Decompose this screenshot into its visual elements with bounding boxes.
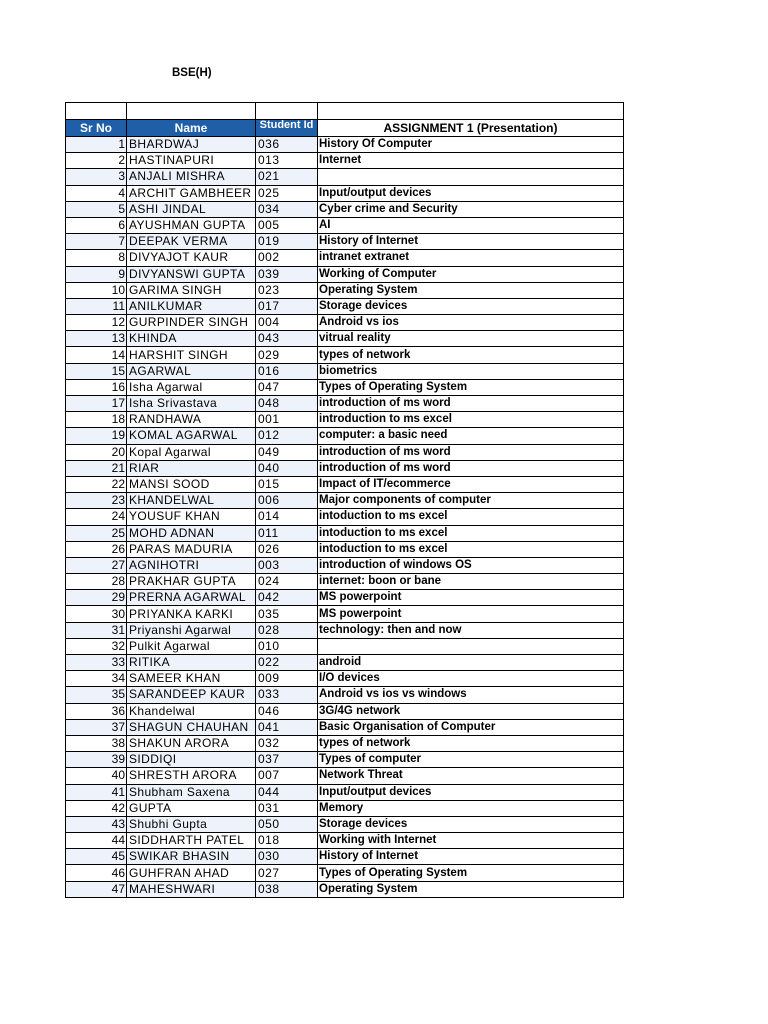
row-student-id[interactable]: 023 bbox=[256, 282, 318, 298]
row-name[interactable]: Pulkit Agarwal bbox=[127, 638, 256, 654]
row-student-id[interactable]: 047 bbox=[256, 379, 318, 395]
row-sr-no[interactable]: 41 bbox=[66, 784, 127, 800]
row-student-id[interactable]: 002 bbox=[256, 250, 318, 266]
row-name[interactable]: Isha Srivastava bbox=[127, 396, 256, 412]
row-sr-no[interactable]: 39 bbox=[66, 752, 127, 768]
row-assignment-topic[interactable]: Storage devices bbox=[318, 298, 624, 314]
row-student-id[interactable]: 011 bbox=[256, 525, 318, 541]
row-assignment-topic[interactable]: android bbox=[318, 655, 624, 671]
row-name[interactable]: HASTINAPURI bbox=[127, 153, 256, 169]
row-name[interactable]: DEEPAK VERMA bbox=[127, 234, 256, 250]
table-row bbox=[66, 768, 624, 784]
table-row bbox=[66, 703, 624, 719]
row-student-id[interactable]: 040 bbox=[256, 460, 318, 476]
row-sr-no[interactable]: 44 bbox=[66, 833, 127, 849]
row-name[interactable]: PRERNA AGARWAL bbox=[127, 590, 256, 606]
row-assignment-topic[interactable]: Android vs ios bbox=[318, 315, 624, 331]
blank-cell[interactable] bbox=[127, 103, 256, 120]
row-name[interactable]: PRIYANKA KARKI bbox=[127, 606, 256, 622]
row-assignment-topic[interactable]: MS powerpoint bbox=[318, 590, 624, 606]
row-assignment-topic[interactable]: AI bbox=[318, 217, 624, 233]
table-row bbox=[66, 363, 624, 379]
row-assignment-topic[interactable]: Major components of computer bbox=[318, 493, 624, 509]
row-student-id[interactable]: 038 bbox=[256, 881, 318, 897]
row-sr-no[interactable]: 25 bbox=[66, 525, 127, 541]
row-name[interactable]: AGARWAL bbox=[127, 363, 256, 379]
table-row bbox=[66, 282, 624, 298]
row-name[interactable]: KHANDELWAL bbox=[127, 493, 256, 509]
row-name[interactable]: RITIKA bbox=[127, 655, 256, 671]
row-sr-no[interactable]: 15 bbox=[66, 363, 127, 379]
row-assignment-topic[interactable]: 3G/4G network bbox=[318, 703, 624, 719]
row-sr-no[interactable]: 10 bbox=[66, 282, 127, 298]
table-row bbox=[66, 428, 624, 444]
row-name[interactable]: AGNIHOTRI bbox=[127, 557, 256, 573]
row-name[interactable]: DIVYAJOT KAUR bbox=[127, 250, 256, 266]
table-row bbox=[66, 833, 624, 849]
header-name[interactable]: Name bbox=[127, 120, 256, 137]
row-student-id[interactable]: 032 bbox=[256, 735, 318, 751]
row-sr-no[interactable]: 4 bbox=[66, 185, 127, 201]
row-student-id[interactable]: 009 bbox=[256, 671, 318, 687]
row-student-id[interactable]: 019 bbox=[256, 234, 318, 250]
row-student-id[interactable]: 043 bbox=[256, 331, 318, 347]
header-sr-no[interactable]: Sr No bbox=[66, 120, 127, 137]
row-sr-no[interactable]: 24 bbox=[66, 509, 127, 525]
table-row bbox=[66, 234, 624, 250]
table-row bbox=[66, 315, 624, 331]
row-student-id[interactable]: 031 bbox=[256, 800, 318, 816]
row-sr-no[interactable]: 13 bbox=[66, 331, 127, 347]
table-row bbox=[66, 816, 624, 832]
table-row bbox=[66, 671, 624, 687]
row-student-id[interactable]: 024 bbox=[256, 574, 318, 590]
row-sr-no[interactable]: 12 bbox=[66, 315, 127, 331]
row-name[interactable]: GUPTA bbox=[127, 800, 256, 816]
row-sr-no[interactable]: 1 bbox=[66, 137, 127, 153]
table-row bbox=[66, 509, 624, 525]
row-sr-no[interactable]: 34 bbox=[66, 671, 127, 687]
row-name[interactable]: MOHD ADNAN bbox=[127, 525, 256, 541]
row-assignment-topic[interactable]: technology: then and now bbox=[318, 622, 624, 638]
row-student-id[interactable]: 050 bbox=[256, 816, 318, 832]
row-assignment-topic[interactable]: Memory bbox=[318, 800, 624, 816]
row-name[interactable]: DIVYANSWI GUPTA bbox=[127, 266, 256, 282]
row-sr-no[interactable]: 33 bbox=[66, 655, 127, 671]
row-student-id[interactable]: 013 bbox=[256, 153, 318, 169]
student-assignment-table bbox=[65, 102, 624, 898]
row-assignment-topic[interactable]: vitrual reality bbox=[318, 331, 624, 347]
row-name[interactable]: KOMAL AGARWAL bbox=[127, 428, 256, 444]
row-name[interactable]: ANJALI MISHRA bbox=[127, 169, 256, 185]
row-student-id[interactable]: 003 bbox=[256, 557, 318, 573]
header-student-id[interactable]: Student Id bbox=[256, 120, 318, 137]
row-student-id[interactable]: 049 bbox=[256, 444, 318, 460]
row-name[interactable]: Priyanshi Agarwal bbox=[127, 622, 256, 638]
table-row bbox=[66, 201, 624, 217]
row-sr-no[interactable]: 7 bbox=[66, 234, 127, 250]
table-row bbox=[66, 622, 624, 638]
row-student-id[interactable]: 001 bbox=[256, 412, 318, 428]
row-assignment-topic[interactable]: Input/output devices bbox=[318, 185, 624, 201]
row-student-id[interactable]: 012 bbox=[256, 428, 318, 444]
table-row bbox=[66, 606, 624, 622]
row-assignment-topic[interactable]: intoduction to ms excel bbox=[318, 509, 624, 525]
row-assignment-topic[interactable]: introduction of windows OS bbox=[318, 557, 624, 573]
row-sr-no[interactable]: 6 bbox=[66, 217, 127, 233]
row-student-id[interactable]: 004 bbox=[256, 315, 318, 331]
row-student-id[interactable]: 010 bbox=[256, 638, 318, 654]
header-row bbox=[66, 120, 624, 137]
row-name[interactable]: ASHI JINDAL bbox=[127, 201, 256, 217]
row-sr-no[interactable]: 43 bbox=[66, 816, 127, 832]
row-student-id[interactable]: 016 bbox=[256, 363, 318, 379]
row-name[interactable]: Isha Agarwal bbox=[127, 379, 256, 395]
table-row bbox=[66, 169, 624, 185]
row-sr-no[interactable]: 27 bbox=[66, 557, 127, 573]
row-assignment-topic[interactable]: Types of Operating System bbox=[318, 379, 624, 395]
row-assignment-topic[interactable]: biometrics bbox=[318, 363, 624, 379]
row-name[interactable]: GUHFRAN AHAD bbox=[127, 865, 256, 881]
table-row bbox=[66, 331, 624, 347]
row-sr-no[interactable]: 11 bbox=[66, 298, 127, 314]
row-sr-no[interactable]: 8 bbox=[66, 250, 127, 266]
row-student-id[interactable]: 042 bbox=[256, 590, 318, 606]
table-row bbox=[66, 460, 624, 476]
table-row bbox=[66, 849, 624, 865]
table-row bbox=[66, 881, 624, 897]
row-assignment-topic[interactable]: Internet bbox=[318, 153, 624, 169]
row-student-id[interactable]: 007 bbox=[256, 768, 318, 784]
row-assignment-topic[interactable]: History of Internet bbox=[318, 234, 624, 250]
table-row bbox=[66, 444, 624, 460]
row-sr-no[interactable]: 30 bbox=[66, 606, 127, 622]
row-assignment-topic[interactable]: Network Threat bbox=[318, 768, 624, 784]
row-sr-no[interactable]: 29 bbox=[66, 590, 127, 606]
row-assignment-topic[interactable]: intranet extranet bbox=[318, 250, 624, 266]
table-row bbox=[66, 590, 624, 606]
row-assignment-topic[interactable]: Types of Operating System bbox=[318, 865, 624, 881]
row-assignment-topic[interactable]: introduction of ms word bbox=[318, 444, 624, 460]
row-student-id[interactable]: 033 bbox=[256, 687, 318, 703]
header-assignment[interactable]: ASSIGNMENT 1 (Presentation) bbox=[318, 120, 624, 137]
row-sr-no[interactable]: 45 bbox=[66, 849, 127, 865]
row-sr-no[interactable]: 2 bbox=[66, 153, 127, 169]
row-assignment-topic[interactable]: computer: a basic need bbox=[318, 428, 624, 444]
table-row bbox=[66, 574, 624, 590]
row-assignment-topic[interactable]: Working with Internet bbox=[318, 833, 624, 849]
row-assignment-topic[interactable]: introduction of ms word bbox=[318, 396, 624, 412]
row-assignment-topic[interactable]: Operating System bbox=[318, 282, 624, 298]
row-assignment-topic[interactable]: Input/output devices bbox=[318, 784, 624, 800]
row-student-id[interactable]: 029 bbox=[256, 347, 318, 363]
row-assignment-topic[interactable]: intoduction to ms excel bbox=[318, 525, 624, 541]
row-assignment-topic[interactable]: Android vs ios vs windows bbox=[318, 687, 624, 703]
row-assignment-topic[interactable]: Basic Organisation of Computer bbox=[318, 719, 624, 735]
table-row bbox=[66, 250, 624, 266]
table-row bbox=[66, 655, 624, 671]
table-row bbox=[66, 687, 624, 703]
row-sr-no[interactable]: 28 bbox=[66, 574, 127, 590]
table-row bbox=[66, 800, 624, 816]
row-name[interactable]: ARCHIT GAMBHEER bbox=[127, 185, 256, 201]
row-name[interactable]: SIDDHARTH PATEL bbox=[127, 833, 256, 849]
table-row bbox=[66, 412, 624, 428]
row-sr-no[interactable]: 31 bbox=[66, 622, 127, 638]
row-name[interactable]: ANILKUMAR bbox=[127, 298, 256, 314]
row-sr-no[interactable]: 36 bbox=[66, 703, 127, 719]
table-row bbox=[66, 752, 624, 768]
row-sr-no[interactable]: 21 bbox=[66, 460, 127, 476]
row-name[interactable]: Shubham Saxena bbox=[127, 784, 256, 800]
row-name[interactable]: SHAGUN CHAUHAN bbox=[127, 719, 256, 735]
row-student-id[interactable]: 037 bbox=[256, 752, 318, 768]
row-student-id[interactable]: 039 bbox=[256, 266, 318, 282]
table-row bbox=[66, 298, 624, 314]
table-row bbox=[66, 347, 624, 363]
row-student-id[interactable]: 021 bbox=[256, 169, 318, 185]
table-row bbox=[66, 638, 624, 654]
row-assignment-topic[interactable]: types of network bbox=[318, 735, 624, 751]
row-assignment-topic[interactable]: introduction to ms excel bbox=[318, 412, 624, 428]
blank-cell[interactable] bbox=[318, 103, 624, 120]
row-student-id[interactable]: 026 bbox=[256, 541, 318, 557]
row-assignment-topic[interactable]: History Of Computer bbox=[318, 137, 624, 153]
row-sr-no[interactable]: 20 bbox=[66, 444, 127, 460]
row-sr-no[interactable]: 38 bbox=[66, 735, 127, 751]
row-assignment-topic[interactable]: Types of computer bbox=[318, 752, 624, 768]
row-student-id[interactable]: 006 bbox=[256, 493, 318, 509]
row-student-id[interactable]: 015 bbox=[256, 476, 318, 492]
row-sr-no[interactable]: 18 bbox=[66, 412, 127, 428]
table-row bbox=[66, 719, 624, 735]
row-name[interactable]: GURPINDER SINGH bbox=[127, 315, 256, 331]
table-row bbox=[66, 557, 624, 573]
row-student-id[interactable]: 035 bbox=[256, 606, 318, 622]
row-student-id[interactable]: 018 bbox=[256, 833, 318, 849]
table-row bbox=[66, 217, 624, 233]
table-row bbox=[66, 137, 624, 153]
table-row bbox=[66, 865, 624, 881]
row-sr-no[interactable]: 9 bbox=[66, 266, 127, 282]
row-assignment-topic[interactable] bbox=[318, 169, 624, 185]
row-sr-no[interactable]: 46 bbox=[66, 865, 127, 881]
row-student-id[interactable]: 046 bbox=[256, 703, 318, 719]
row-name[interactable]: Khandelwal bbox=[127, 703, 256, 719]
row-assignment-topic[interactable]: Impact of IT/ecommerce bbox=[318, 476, 624, 492]
row-name[interactable]: RANDHAWA bbox=[127, 412, 256, 428]
row-name[interactable]: GARIMA SINGH bbox=[127, 282, 256, 298]
row-name[interactable]: MAHESHWARI bbox=[127, 881, 256, 897]
row-sr-no[interactable]: 17 bbox=[66, 396, 127, 412]
row-sr-no[interactable]: 22 bbox=[66, 476, 127, 492]
row-name[interactable]: SARANDEEP KAUR bbox=[127, 687, 256, 703]
row-student-id[interactable]: 017 bbox=[256, 298, 318, 314]
row-name[interactable]: Kopal Agarwal bbox=[127, 444, 256, 460]
row-name[interactable]: SHAKUN ARORA bbox=[127, 735, 256, 751]
row-name[interactable]: PRAKHAR GUPTA bbox=[127, 574, 256, 590]
row-sr-no[interactable]: 23 bbox=[66, 493, 127, 509]
row-sr-no[interactable]: 14 bbox=[66, 347, 127, 363]
row-student-id[interactable]: 022 bbox=[256, 655, 318, 671]
row-sr-no[interactable]: 37 bbox=[66, 719, 127, 735]
row-assignment-topic[interactable]: Cyber crime and Security bbox=[318, 201, 624, 217]
table-row bbox=[66, 784, 624, 800]
row-sr-no[interactable]: 3 bbox=[66, 169, 127, 185]
table-row bbox=[66, 266, 624, 282]
row-sr-no[interactable]: 35 bbox=[66, 687, 127, 703]
row-student-id[interactable]: 027 bbox=[256, 865, 318, 881]
row-assignment-topic[interactable]: History of Internet bbox=[318, 849, 624, 865]
blank-row bbox=[66, 103, 624, 120]
row-name[interactable]: YOUSUF KHAN bbox=[127, 509, 256, 525]
row-sr-no[interactable]: 40 bbox=[66, 768, 127, 784]
row-name[interactable]: SAMEER KHAN bbox=[127, 671, 256, 687]
table-row bbox=[66, 493, 624, 509]
row-assignment-topic[interactable]: introduction of ms word bbox=[318, 460, 624, 476]
blank-cell[interactable] bbox=[66, 103, 127, 120]
row-name[interactable]: MANSI SOOD bbox=[127, 476, 256, 492]
blank-cell[interactable] bbox=[256, 103, 318, 120]
row-student-id[interactable]: 028 bbox=[256, 622, 318, 638]
row-name[interactable]: PARAS MADURIA bbox=[127, 541, 256, 557]
row-assignment-topic[interactable]: types of network bbox=[318, 347, 624, 363]
row-assignment-topic[interactable] bbox=[318, 638, 624, 654]
row-sr-no[interactable]: 32 bbox=[66, 638, 127, 654]
row-name[interactable]: RIAR bbox=[127, 460, 256, 476]
table-row bbox=[66, 153, 624, 169]
row-assignment-topic[interactable]: I/O devices bbox=[318, 671, 624, 687]
table-row bbox=[66, 525, 624, 541]
row-student-id[interactable]: 025 bbox=[256, 185, 318, 201]
row-assignment-topic[interactable]: Storage devices bbox=[318, 816, 624, 832]
row-assignment-topic[interactable]: MS powerpoint bbox=[318, 606, 624, 622]
row-student-id[interactable]: 048 bbox=[256, 396, 318, 412]
table-row bbox=[66, 476, 624, 492]
row-student-id[interactable]: 034 bbox=[256, 201, 318, 217]
row-sr-no[interactable]: 26 bbox=[66, 541, 127, 557]
row-name[interactable]: SHRESTH ARORA bbox=[127, 768, 256, 784]
row-student-id[interactable]: 036 bbox=[256, 137, 318, 153]
row-name[interactable]: HARSHIT SINGH bbox=[127, 347, 256, 363]
table-row bbox=[66, 541, 624, 557]
row-student-id[interactable]: 005 bbox=[256, 217, 318, 233]
row-student-id[interactable]: 030 bbox=[256, 849, 318, 865]
row-assignment-topic[interactable]: intoduction to ms excel bbox=[318, 541, 624, 557]
table-row bbox=[66, 379, 624, 395]
table-row bbox=[66, 735, 624, 751]
row-name[interactable]: KHINDA bbox=[127, 331, 256, 347]
row-student-id[interactable]: 044 bbox=[256, 784, 318, 800]
row-name[interactable]: AYUSHMAN GUPTA bbox=[127, 217, 256, 233]
table-row bbox=[66, 185, 624, 201]
row-sr-no[interactable]: 42 bbox=[66, 800, 127, 816]
row-sr-no[interactable]: 5 bbox=[66, 201, 127, 217]
row-sr-no[interactable]: 19 bbox=[66, 428, 127, 444]
row-student-id[interactable]: 014 bbox=[256, 509, 318, 525]
row-assignment-topic[interactable]: Operating System bbox=[318, 881, 624, 897]
row-name[interactable]: Shubhi Gupta bbox=[127, 816, 256, 832]
sheet-title: BSE(H) bbox=[172, 67, 212, 79]
row-student-id[interactable]: 041 bbox=[256, 719, 318, 735]
row-name[interactable]: SIDDIQI bbox=[127, 752, 256, 768]
row-assignment-topic[interactable]: internet: boon or bane bbox=[318, 574, 624, 590]
row-name[interactable]: BHARDWAJ bbox=[127, 137, 256, 153]
row-sr-no[interactable]: 47 bbox=[66, 881, 127, 897]
row-name[interactable]: SWIKAR BHASIN bbox=[127, 849, 256, 865]
row-assignment-topic[interactable]: Working of Computer bbox=[318, 266, 624, 282]
row-sr-no[interactable]: 16 bbox=[66, 379, 127, 395]
table-row bbox=[66, 396, 624, 412]
